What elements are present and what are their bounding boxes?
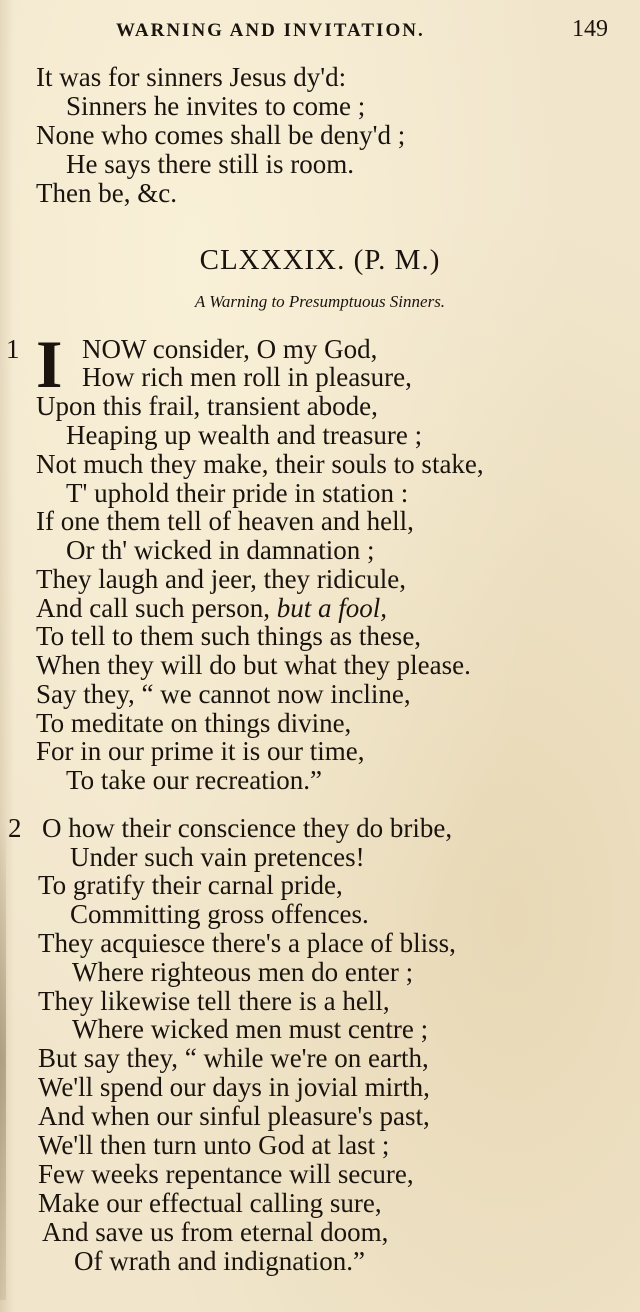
verse-line: Heaping up wealth and treasure ; — [66, 420, 423, 450]
verse-line: We'll then turn unto God at last ; — [38, 1130, 390, 1160]
verse-line: Few weeks repentance will secure, — [38, 1159, 414, 1189]
prev-stanza-line: Then be, &c. — [36, 178, 177, 208]
verse-line — [36, 593, 387, 623]
verse-line: Say they, “ we cannot now incline, — [36, 679, 411, 709]
verse-line: T' uphold their pride in station : — [66, 478, 409, 508]
prev-stanza-line: Sinners he invites to come ; — [66, 91, 366, 121]
verse-line: To tell to them such things as these, — [36, 621, 422, 651]
verse-line: When they will do but what they please. — [36, 650, 471, 680]
verse-line: To gratify their carnal pride, — [38, 870, 343, 900]
verse-line: Committing gross offences. — [70, 899, 369, 929]
verse-number: 1 — [6, 334, 20, 364]
verse-line: But say they, “ while we're on earth, — [38, 1043, 429, 1073]
verse-line: Make our effectual calling sure, — [38, 1188, 382, 1218]
verse-line: And save us from eternal doom, — [42, 1217, 389, 1247]
verse-line: If one them tell of heaven and hell, — [36, 506, 414, 536]
verse-line: Of wrath and indignation.” — [74, 1246, 365, 1276]
verse-line: O how their conscience they do bribe, — [42, 813, 453, 843]
page-number: 149 — [572, 16, 608, 42]
verse-line: How rich men roll in pleasure, — [82, 362, 412, 392]
verse-line: To take our recreation.” — [66, 765, 322, 795]
hymn-title: CLXXXIX. (P. M.) — [199, 244, 441, 276]
verse-line: And when our sinful pleasure's past, — [38, 1101, 430, 1131]
verse-line: Where righteous men do enter ; — [72, 957, 414, 987]
verse-line: They likewise tell there is a hell, — [38, 986, 390, 1016]
running-head: WARNING AND INVITATION. — [116, 20, 425, 41]
verse-line: They acquiesce there's a place of bliss, — [38, 928, 456, 958]
verse-line: They laugh and jeer, they ridicule, — [36, 564, 407, 594]
drop-cap: I — [36, 326, 63, 402]
verse-line: We'll spend our days in jovial mirth, — [38, 1072, 430, 1102]
verse-line: Or th' wicked in damnation ; — [66, 535, 375, 565]
verse-line: To meditate on things divine, — [36, 708, 352, 738]
verse-line: For in our prime it is our time, — [36, 736, 365, 766]
page-edge-shadow — [0, 820, 6, 1300]
hymn-subtitle: A Warning to Presumptuous Sinners. — [194, 292, 446, 311]
verse-line: Where wicked men must centre ; — [72, 1014, 429, 1044]
prev-stanza-line: It was for sinners Jesus dy'd: — [36, 62, 347, 92]
verse-line: Upon this frail, transient abode, — [36, 391, 378, 421]
verse-line: Under such vain pretences! — [70, 842, 365, 872]
prev-stanza-line: He says there still is room. — [66, 149, 354, 179]
verse-line-italic: but a fool, — [276, 593, 387, 623]
verse-line: Not much they make, their souls to stake, — [36, 449, 484, 479]
verse-line: NOW consider, O my God, — [82, 334, 378, 364]
verse-line-text: And call such person, — [36, 593, 277, 623]
page-header — [0, 18, 640, 48]
verse-number: 2 — [8, 813, 22, 843]
prev-stanza-line: None who comes shall be deny'd ; — [36, 120, 406, 150]
